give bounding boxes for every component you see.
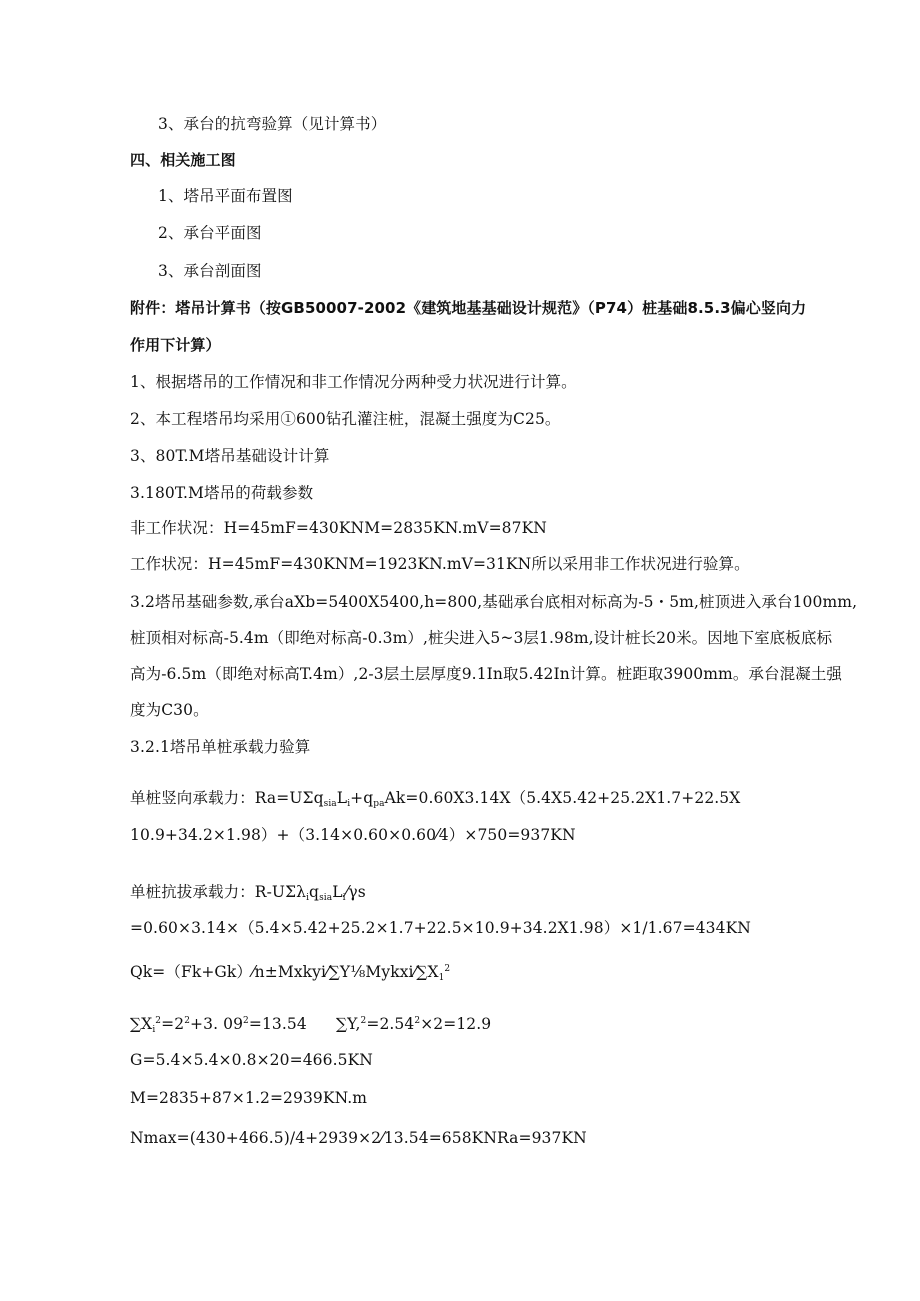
uplift-capacity-formula-line-2: =0.60×3.14×（5.4×5.42+25.2×1.7+22.5×10.9+34.2X1.98）×1/1.67=434KN	[130, 919, 751, 937]
appendix-heading-line-2: 作用下计算）	[130, 336, 221, 354]
para-3: 3、80T.M塔吊基础设计计算	[130, 447, 330, 465]
item-3-bending-check: 3、承台的抗弯验算（见计算书）	[158, 115, 387, 133]
item-3-cap-section: 3、承台剖面图	[158, 262, 262, 280]
para-3-2-line-2: 桩顶相对标高-5.4m（即绝对标高-0.3m）,桩尖进入5~3层1.98m,设计桩长20米。因地下室底板底标	[130, 629, 833, 647]
appendix-heading-line-1: 附件：塔吊计算书（按GB50007-2002《建筑地基基础设计规范》（P74）桩基础8.5.3偏心竖向力	[130, 299, 807, 317]
sum-y-squared: $\sum Y,^2=2.54^2\times 2=12.9$	[336, 1015, 492, 1033]
m-formula: M=2835+87×1.2=2939KN.m	[130, 1089, 368, 1107]
item-1-layout-plan: 1、塔吊平面布置图	[158, 187, 293, 205]
para-3-2-line-1: 3.2塔吊基础参数,承台aXb=5400X5400,h=800,基础承台底相对标高为-5・5m,桩顶进入承台100mm,	[130, 593, 858, 611]
qk-formula: $Qk=(Fk+Gk)⁄n\pm Mxkyi⁄\sum Y\frac{1}{8}Mykxi⁄\sum X_1^2$	[130, 963, 451, 983]
nmax-formula: Nmax=(430+466.5)/4+2939×2⁄13.54=658KNRa=937KN	[130, 1129, 587, 1147]
g-formula: G=5.4×5.4×0.8×20=466.5KN	[130, 1051, 373, 1069]
working-condition: 工作状况：H=45mF=430KNM=1923KN.mV=31KN所以采用非工作状况进行验算。	[130, 555, 750, 573]
sum-x-squared: $\sum X_i^2=2^2+3$. $09^2=13.54$	[130, 1015, 307, 1035]
para-3-2-line-3: 高为-6.5m（即绝对标高T.4m）,2-3层土层厚度9.1In取5.42In计算。桩距取3900mm。承台混凝土强	[130, 665, 843, 683]
para-1: 1、根据塔吊的工作情况和非工作情况分两种受力状况进行计算。	[130, 373, 577, 391]
non-working-condition: 非工作状况：H=45mF=430KNM=2835KN.mV=87KN	[130, 519, 547, 537]
uplift-capacity-formula-line-1: 单桩抗拔承载力：$R-U\Sigma\lambda_iq_{sia}L_i⁄\gamma s$	[130, 883, 366, 903]
vertical-capacity-formula-line-1: 单桩竖向承载力：$Ra=U\Sigma q_{sia}L_i+q_{pa}Ak=0.60X3.14X(5.4X5.42+25.2X1.7+22.5X$	[130, 789, 741, 809]
para-3-1: 3.180T.M塔吊的荷载参数	[130, 484, 314, 502]
vertical-capacity-formula-line-2: 10.9+34.2×1.98）+（3.14×0.60×0.60⁄4）×750=937KN	[130, 826, 576, 844]
item-2-cap-plan: 2、承台平面图	[158, 224, 262, 242]
para-2: 2、本工程塔吊均采用①600钻孔灌注桩，混凝土强度为C25。	[130, 410, 561, 428]
section-heading-4: 四、相关施工图	[130, 151, 236, 169]
para-3-2-1: 3.2.1塔吊单桩承载力验算	[130, 738, 311, 756]
para-3-2-line-4: 度为C30。	[130, 701, 209, 719]
